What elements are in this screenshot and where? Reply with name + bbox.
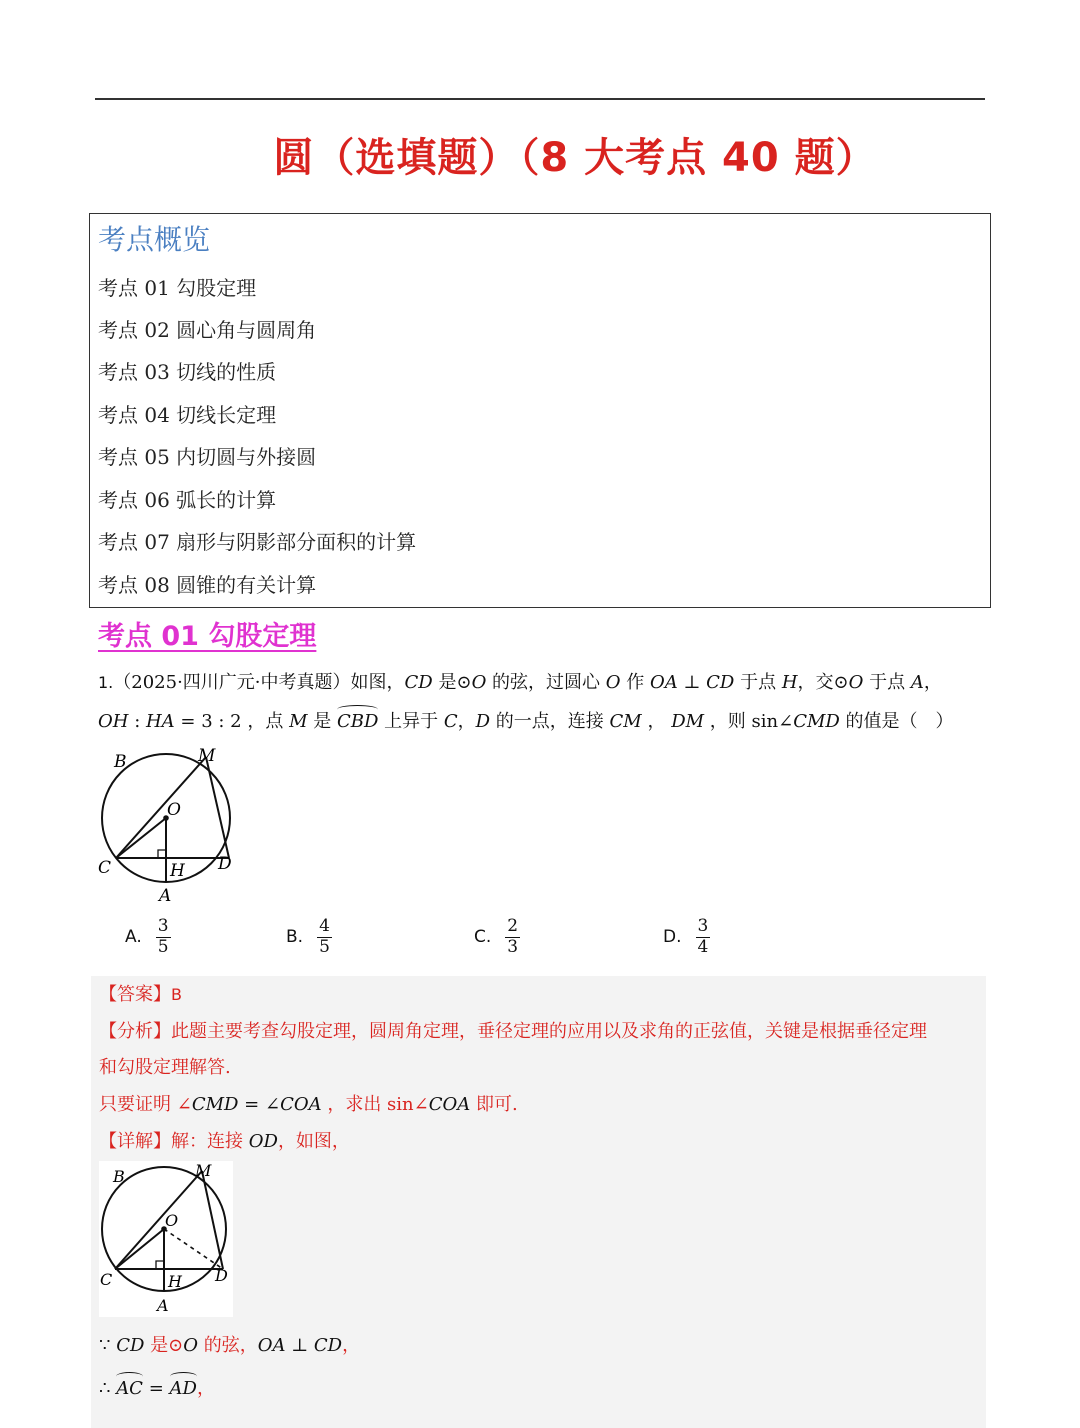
overview-item[interactable]: 考点 02 圆心角与圆周角 [98,318,317,342]
text-fragment: ∵ [99,1335,117,1356]
math-var: OA [257,1335,286,1356]
math-var: D [475,711,491,732]
text-fragment: = 3 : 2 ，点 [174,711,290,732]
right-angle-mark [158,850,166,858]
section-heading: 考点 01 勾股定理 [98,621,317,652]
math-var: O [848,672,864,693]
page-title: 圆（选填题）（8 大考点 40 题） [273,135,877,181]
option-b[interactable] [286,917,332,957]
text-fragment: = ∠ [238,1094,281,1115]
text-fragment: 于点 [863,672,911,693]
math-var: H [781,672,798,693]
option-fraction [696,917,711,957]
label-b: B [113,1167,125,1186]
option-d[interactable] [663,917,710,957]
analysis-text: 此题主要考查勾股定理，圆周角定理，垂径定理的应用以及求角的正弦值，关键是根据垂径定理 [171,1021,927,1042]
denominator: 5 [319,936,330,957]
math-var: CMD [191,1094,239,1115]
circle-figure [96,745,241,905]
top-rule [95,98,985,100]
option-fraction [156,917,171,957]
text-fragment: ， [641,711,672,732]
math-var: DM [671,711,705,732]
math-var: O [471,672,487,693]
line-dm [202,1171,223,1269]
option-c[interactable] [474,917,520,957]
arc-ac: AC [116,1378,143,1399]
line-od-dashed [164,1229,223,1269]
math-var: M [289,711,308,732]
label-c: C [98,858,112,878]
detail-tag: 【详解】 [99,1131,171,1152]
overview-item[interactable]: 考点 06 弧长的计算 [98,488,277,512]
math-var: OA [650,672,678,693]
label-a: A [157,1296,169,1315]
solution-figure [99,1161,233,1317]
answer-value: B [171,985,182,1004]
math-var: COA [428,1094,471,1115]
denominator: 5 [157,936,169,957]
math-var: C [443,711,458,732]
therefore-line [99,1374,215,1400]
text-fragment: ，如图， [277,1131,350,1152]
overview-item[interactable]: 考点 03 切线的性质 [98,360,277,384]
text-fragment: ，求出 sin∠ [321,1094,429,1115]
text-fragment: 如图， [350,672,405,693]
label-d: D [215,1266,228,1285]
answer-line [99,980,182,1006]
text-fragment: 是⊙ [432,672,472,693]
text-fragment: 解：连接 [171,1131,249,1152]
label-h: H [168,1272,182,1291]
math-var: OH [98,711,129,732]
label-d: D [218,854,232,874]
text-fragment: ，交⊙ [797,672,849,693]
label-m: M [198,746,216,766]
question-line-1 [98,668,942,694]
text-fragment: 即可. [470,1094,518,1115]
label-b: B [114,752,127,772]
numerator: 3 [157,916,169,936]
text-fragment: 是 [307,711,337,732]
text-fragment: 作 [620,672,650,693]
overview-item[interactable]: 考点 05 内切圆与外接圆 [98,445,317,469]
analysis-line-1 [99,1017,927,1043]
text-fragment: 只要证明 ∠ [99,1094,192,1115]
question-number: 1. [98,673,114,692]
option-a[interactable] [125,917,171,957]
line-dm [206,757,229,858]
text-fragment: ，则 sin∠ [704,711,794,732]
answer-tag: 【答案】 [99,984,171,1005]
line-cm [116,757,206,858]
overview-box [89,213,991,608]
label-m: M [195,1161,212,1180]
overview-heading: 考点概览 [98,223,211,256]
overview-item[interactable]: 考点 01 勾股定理 [98,276,257,300]
overview-item[interactable]: 考点 07 扇形与阴影部分面积的计算 [98,530,417,554]
text-fragment: ， [457,711,476,732]
option-label: B. [286,927,304,948]
arc-ad: AD [169,1378,197,1399]
math-var: CD [706,672,735,693]
numerator: 4 [319,916,330,936]
math-var: CD [313,1335,343,1356]
answer-box [91,976,986,1428]
prove-line [99,1090,518,1116]
text-fragment: 上异于 [378,711,444,732]
right-angle-mark [156,1261,164,1269]
option-label: C. [474,927,492,948]
math-var: HA [145,711,175,732]
text-fragment: 的弦，过圆心 [486,672,606,693]
analysis-line-2: 和勾股定理解答. [99,1057,231,1078]
label-a: A [159,886,172,905]
text-fragment: ， [923,672,942,693]
text-fragment: ， [196,1378,215,1399]
label-o: O [167,800,181,820]
arc-cbd: CBD [336,711,379,732]
numerator: 3 [697,916,709,936]
text-fragment: 的弦， [197,1335,258,1356]
text-fragment: 的一点，连接 [490,711,610,732]
text-fragment: 是⊙ [144,1335,184,1356]
math-var: OD [248,1131,278,1152]
analysis-tag: 【分析】 [99,1021,171,1042]
denominator: 4 [697,936,709,957]
text-fragment: : [128,711,146,732]
option-label: A. [125,927,142,948]
math-var: A [910,672,924,693]
option-fraction [505,917,520,957]
text-fragment: ⊥ [677,672,707,693]
text-fragment: ⊥ [285,1335,314,1356]
line-cm [115,1171,202,1269]
math-var: CMD [793,711,840,732]
text-fragment: = [142,1378,170,1399]
option-label: D. [663,927,682,948]
overview-item[interactable]: 考点 08 圆锥的有关计算 [98,573,317,597]
option-fraction [317,917,332,957]
question-line-2 [98,707,954,733]
math-var: CM [609,711,642,732]
math-var: O [605,672,621,693]
math-var: O [183,1335,198,1356]
math-var: CD [116,1335,145,1356]
text-fragment: 的值是（ ） [839,711,954,732]
text-fragment: ∴ [99,1378,117,1399]
label-c: C [100,1270,113,1289]
overview-item[interactable]: 考点 04 切线长定理 [98,403,277,427]
question-source: （2025·四川广元·中考真题） [113,672,351,693]
denominator: 3 [507,936,519,957]
math-var: COA [280,1094,322,1115]
detail-line [99,1127,350,1153]
because-line [99,1331,360,1357]
text-fragment: ， [342,1335,361,1356]
label-h: H [170,861,185,881]
math-var: CD [404,672,433,693]
label-o: O [165,1211,179,1230]
numerator: 2 [507,916,519,936]
text-fragment: 于点 [734,672,782,693]
